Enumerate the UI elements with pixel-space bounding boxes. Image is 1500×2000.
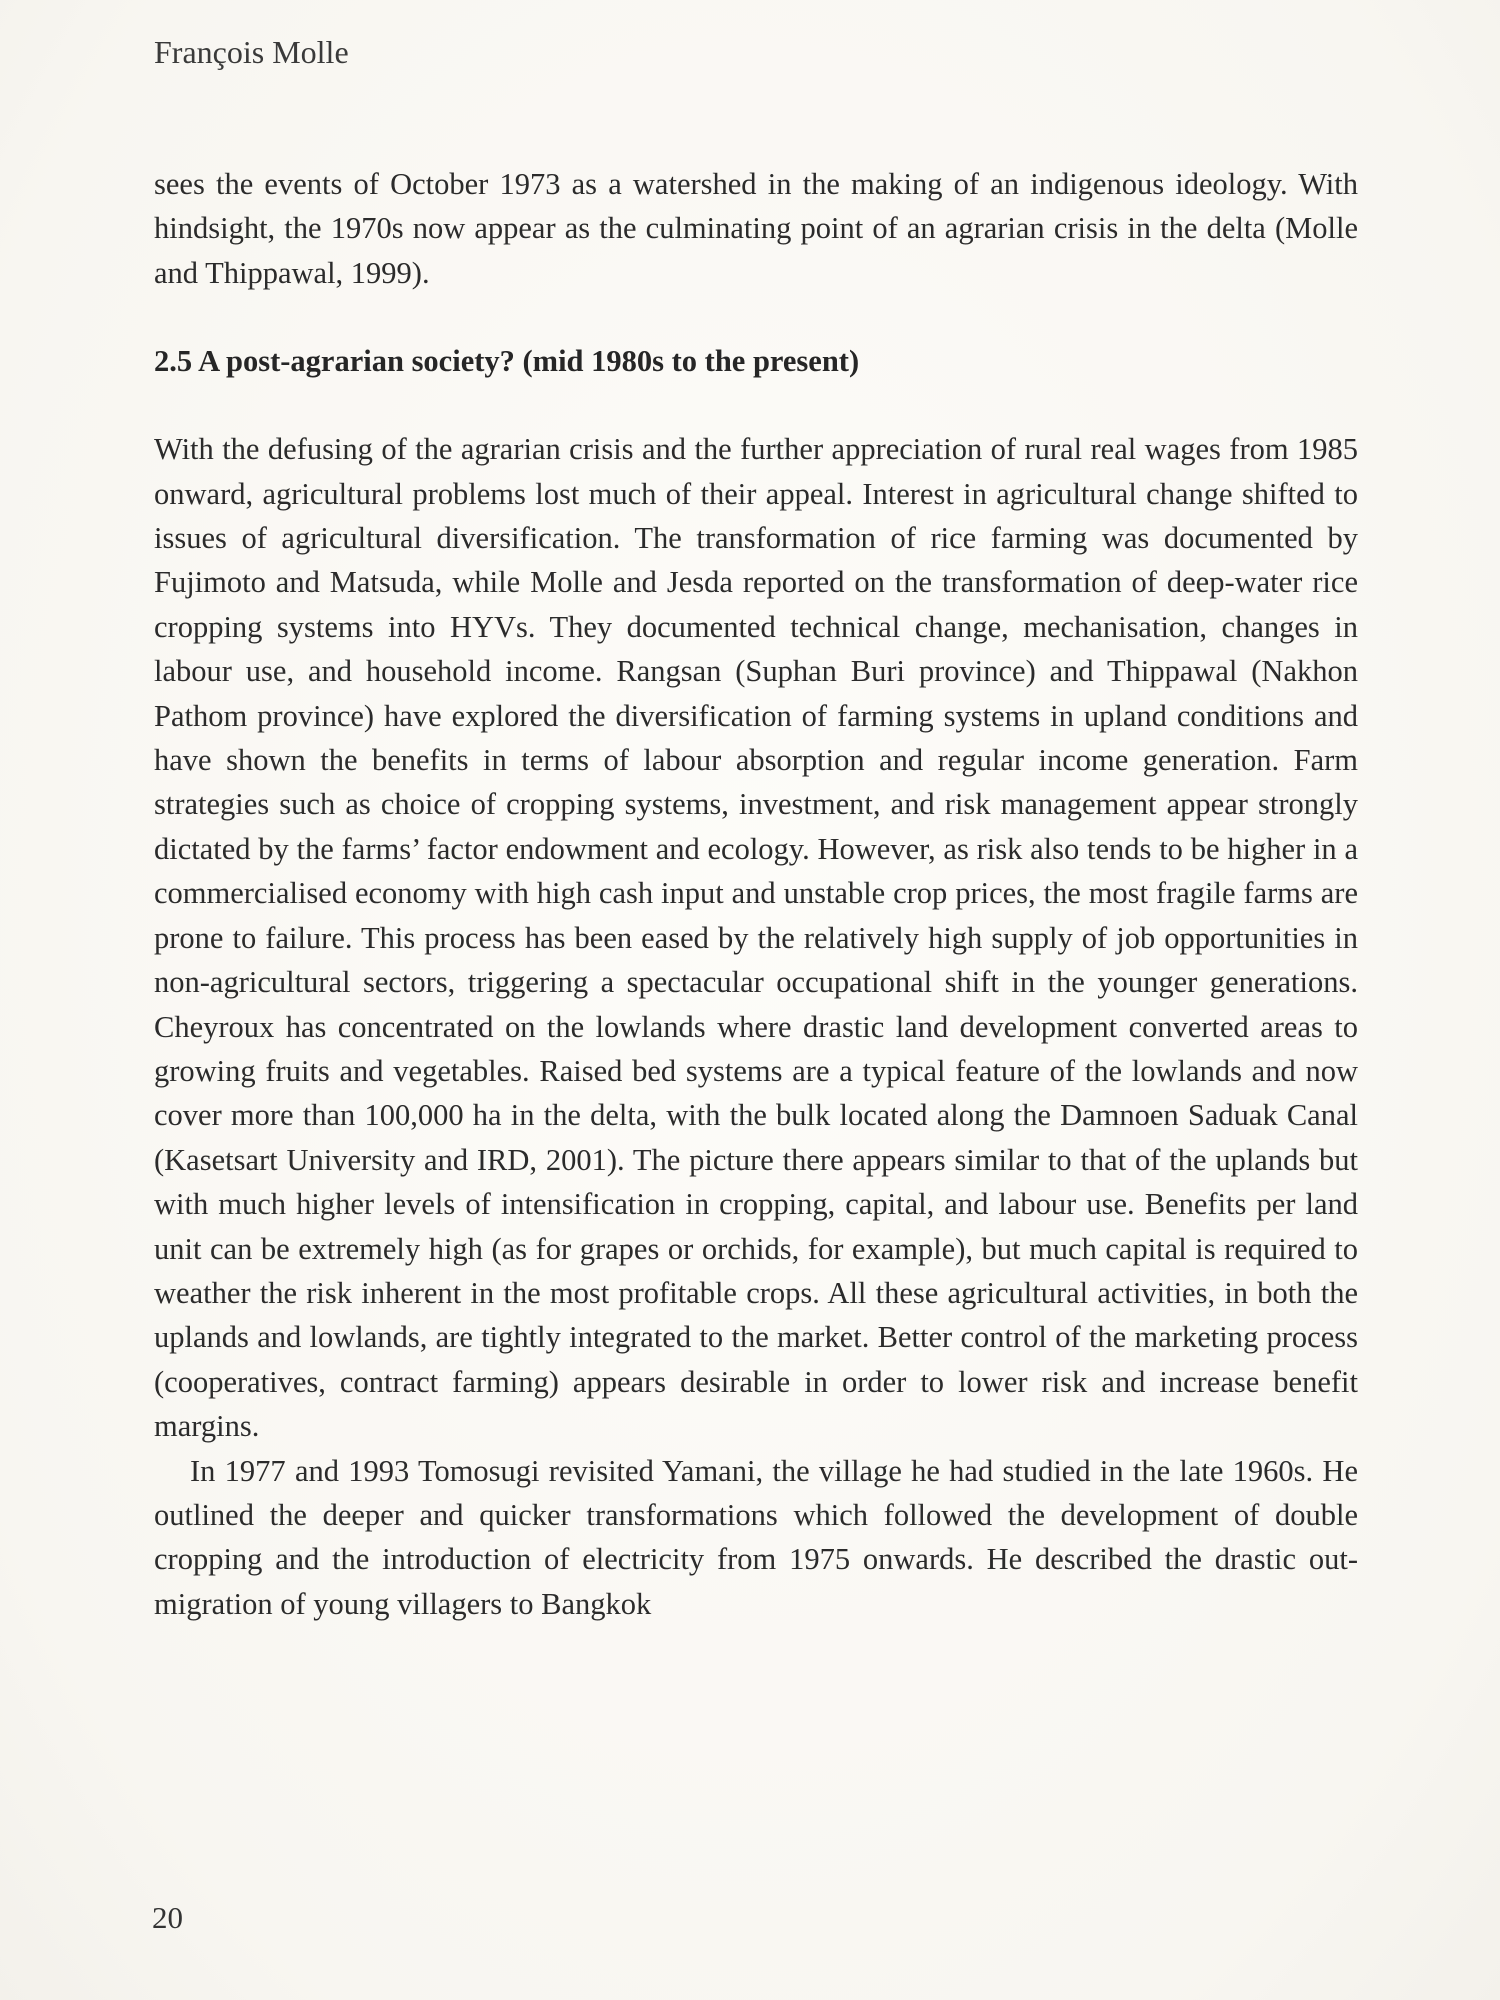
body-text (154, 162, 1358, 1626)
section-heading: 2.5 A post-agrarian society? (mid 1980s to the present) (154, 344, 860, 379)
running-header-author: François Molle (154, 34, 349, 70)
paragraph-1: sees the events of October 1973 as a watershed in the making of an indigenous ideology. With hindsight, the 1970s now appear as the culminating point of an agrarian crisis in the delta (Molle and Thippawal, 1999). (154, 167, 1358, 290)
paragraph-3: In 1977 and 1993 Tomosugi revisited Yamani, the village he had studied in the late 1960s. He outlined the deeper and quicker transformations which followed the development of double cropping and the introduction of electricity from 1975 onwards. He described the drastic out-migration of young villagers to Bangkok (154, 1453, 1358, 1621)
paragraph-2: With the defusing of the agrarian crisis and the further appreciation of rural real wages from 1985 onward, agricultural problems lost much of their appeal. Interest in agricultural change shifted to issues of agricultural diversification. The transformation of rice farming was documented by Fujimoto and Matsuda, while Molle and Jesda reported on the transformation of deep-water rice cropping systems into HYVs. They documented technical change, mechanisation, changes in labour use, and household income. Rangsan (Suphan Buri province) and Thippawal (Nakhon Pathom province) have explored the diversification of farming systems in upland conditions and have shown the benefits in terms of labour absorption and regular income generation. Farm strategies such as choice of cropping systems, investment, and risk management appear strongly dictated by the farms’ factor endowment and ecology. However, as risk also tends to be higher in a commercialised economy with high cash input and unstable crop prices, the most fragile farms are prone to failure. This process has been eased by the relatively high supply of job opportunities in non-agricultural sectors, triggering a spectacular occupational shift in the younger generations. Cheyroux has concentrated on the lowlands where drastic land development converted areas to growing fruits and vegetables. Raised bed systems are a typical feature of the lowlands and now cover more than 100,000 ha in the delta, with the bulk located along the Damnoen Saduak Canal (Kasetsart University and IRD, 2001). The picture there appears similar to that of the uplands but with much higher levels of intensification in cropping, capital, and labour use. Benefits per land unit can be extremely high (as for grapes or orchids, for example), but much capital is required to weather the risk inherent in the most profitable crops. All these agricultural activities, in both the uplands and lowlands, are tightly integrated to the market. Better control of the marketing process (cooperatives, contract farming) appears desirable in order to lower risk and increase benefit margins. (154, 432, 1358, 1444)
page-number: 20 (152, 1900, 183, 1935)
